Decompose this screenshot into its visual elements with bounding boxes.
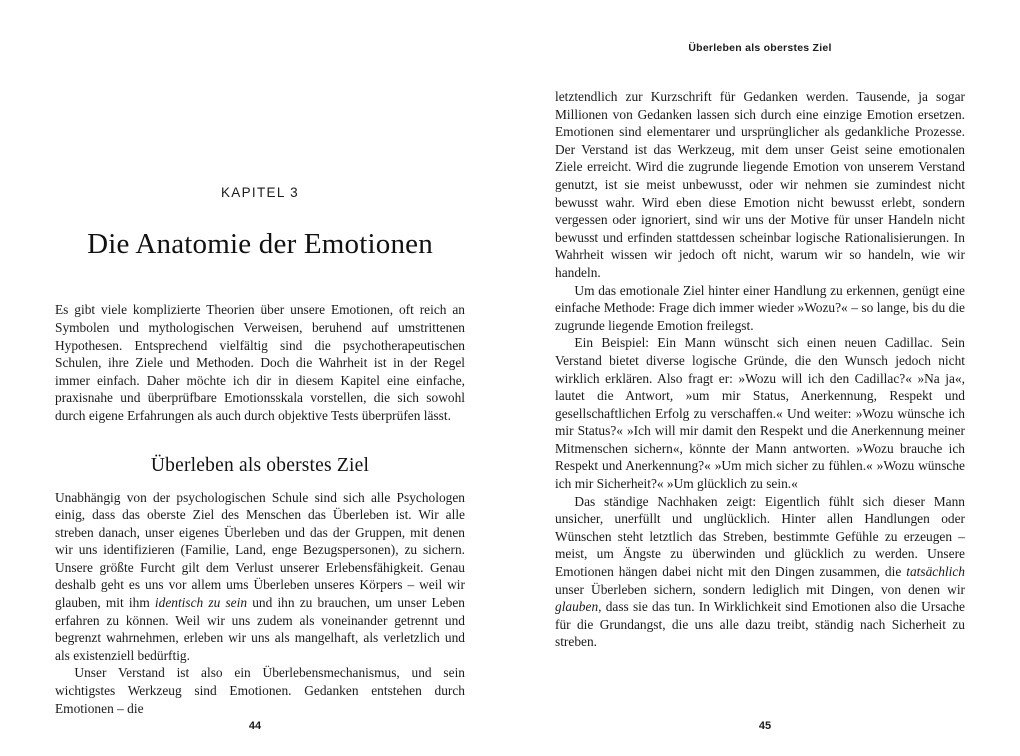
paragraph-conclusion-emphasis-1: tatsächlich: [906, 564, 965, 580]
right-page: [510, 0, 1020, 756]
intro-paragraph: Es gibt viele komplizierte Theorien über unsere Emotionen, oft reich an Symbolen und mythologischen Verweisen, beruhend auf umstrittenen Hypothesen. Entsprechend vielfältig sind die psychotherapeutischen Schulen, ihre Ziele und Methoden. Doch die Wahrheit ist in der Regel immer einfach. Daher möchte ich dir in diesem Kapitel eine einfache, praxisnahe und überprüfbare Emotionsskala vorstellen, die sich sowohl durch eigene Erfahrungen als auch durch objektive Tests überprüfen lässt.: [55, 302, 465, 423]
running-header: Überleben als oberstes Ziel: [688, 42, 832, 54]
paragraph-example: Ein Beispiel: Ein Mann wünscht sich einen neuen Cadillac. Sein Verstand bietet diverse logische Gründe, die den Wunsch jedoch nicht wirklich erklären. Also fragt er: »Wozu will ich den Cadillac?« »Na ja«, lautet die Antwort, »um mir Status, Anerkennung, Respekt und gesellschaftlichen Erfolg zu verschaffen.« Und weiter: »Wozu wünsche ich mir Status?« »Ich will mir damit den Respekt und die Anerkennung meiner Mitmenschen sichern«, könnte der Mann antworten. »Wozu brauche ich Respekt und Anerkennung?« »Um mich sicher zu fühlen.« »Wozu wünsche ich mir Sicherheit?« »Um glücklich zu sein.«: [555, 335, 965, 492]
section-title: Überleben als oberstes Ziel: [150, 454, 370, 476]
chapter-title: Die Anatomie der Emotionen: [87, 228, 433, 260]
paragraph-continuation: letztendlich zur Kurzschrift für Gedanken werden. Tausende, ja sogar Millionen von Gedanken lassen sich durch eine einzige Emotion ersetzen. Emotionen sind elementarer und ursprünglicher als gedankliche Prozesse. Der Verstand ist das Werkzeug, mit dem unser Geist seine emotionalen Ziele erreicht. Wird die zugrunde liegende Emotion von unserem Verstand genutzt, ist sie meist unbewusst, oder wir nehmen sie zumindest nicht bewusst wahr. Wird eben diese Emotion nicht bewusst erlebt, sondern vergessen oder ignoriert, sind wir uns der Motive für unser Handeln nicht bewusst und erfinden stattdessen scheinbar logische Rationalisierungen. In Wahrheit wissen wir jedoch oft nicht, warum wir so handeln, wie wir handeln.: [555, 89, 965, 280]
paragraph-survival-1: [55, 489, 465, 665]
paragraph-conclusion-emphasis-2: glauben: [555, 599, 599, 615]
right-page-content: [555, 88, 965, 651]
page-number-right: 45: [758, 720, 772, 732]
paragraph-survival-2: Unser Verstand ist also ein Überlebensmechanismus, und sein wichtigstes Werkzeug sind Emotionen. Gedanken entstehen durch Emotionen – die: [55, 665, 465, 716]
paragraph-conclusion-text-c: , dass sie das tun. In Wirklichkeit sind Emotionen also die Ursache für die Grundangst, die uns alle dazu treibt, ständig nach Sicherheit zu streben.: [555, 599, 965, 650]
paragraph-survival-1-emphasis: identisch zu sein: [154, 595, 248, 611]
paragraph-conclusion-text-a: Das ständige Nachhaken zeigt: Eigentlich fühlt sich dieser Mann unsicher, unerfüllt und unglücklich. Hinter allen Handlungen oder Wünschen steht letztlich das Streben, bestimmte Gefühle zu erzeugen – meist, um Ängste zu überwinden und glücklich zu werden. Unsere Emotionen hängen dabei nicht mit den Dingen zusammen, die: [555, 493, 965, 580]
page-number-left: 44: [248, 720, 262, 732]
paragraph-conclusion: [555, 493, 965, 651]
paragraph-survival-1-text-b: und ihn zu brauchen, um unser Leben erfahren zu können. Weil wir uns zudem als voneinander getrennt und begrenzt wahrnehmen, erleben wir uns als mangelhaft, als verletzlich und als existenziell bedürftig.: [55, 595, 465, 663]
paragraph-method: Um das emotionale Ziel hinter einer Handlung zu erkennen, genügt eine einfache Methode: Frage dich immer wieder »Wozu?« – so lange, bis du die zugrunde liegende Emotion freilegst.: [555, 282, 965, 333]
paragraph-conclusion-text-b: unser Überleben sichern, sondern lediglich mit Dingen, von denen wir: [555, 581, 965, 597]
left-page-content: [55, 185, 465, 717]
chapter-label: KAPITEL 3: [221, 185, 299, 200]
paragraph-survival-1-text-a: Unabhängig von der psychologischen Schule sind sich alle Psychologen einig, dass das oberste Ziel des Menschen das Überleben ist. Wir alle streben danach, unser eigenes Überleben und das der Gruppen, mit denen wir uns identifizieren (Familie, Land, enge Bezugspersonen), zu sichern. Unsere größte Furcht gilt dem Verlust unserer Erlebensfähigkeit. Genau deshalb geht es uns vor allem ums Überleben unseres Körpers – weil wir glauben, mit ihm: [55, 489, 465, 611]
